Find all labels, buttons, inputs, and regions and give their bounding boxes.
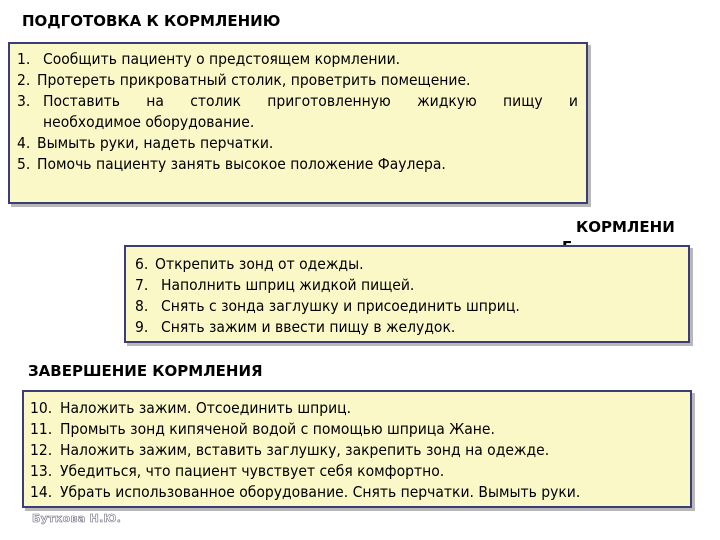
step-number: 10. [30, 399, 53, 417]
step-number: 13. [30, 462, 53, 480]
step-text: Помочь пациенту занять высокое положение Фаулера. [37, 155, 446, 173]
step-number: 1. [17, 50, 31, 68]
step-number: 4. [17, 134, 31, 152]
list-item [30, 482, 682, 503]
list-item [30, 440, 682, 461]
prep-steps-box [8, 42, 588, 204]
list-item [135, 317, 680, 338]
list-item [30, 398, 682, 419]
step-number: 12. [30, 441, 53, 459]
step-number: 11. [30, 420, 53, 438]
step-text: Сообщить пациенту о предстоящем кормлении. [43, 50, 401, 68]
list-item [17, 70, 578, 91]
step-text-continuation: необходимое оборудование. [43, 113, 255, 131]
step-number: 5. [17, 155, 31, 173]
step-text: Наложить зажим. Отсоединить шприц. [60, 399, 352, 417]
list-item [17, 154, 578, 175]
list-item [135, 254, 680, 275]
step-text: Поставить на столик приготовленную жидкую пищу и [43, 92, 578, 110]
step-text: Убрать использованное оборудование. Снять перчатки. Вымыть руки. [60, 483, 581, 501]
author-signature: Буткова Н.Ю. [32, 512, 122, 525]
step-number: 3. [17, 92, 31, 110]
step-text: Снять зажим и ввести пищу в желудок. [161, 318, 456, 336]
prep-steps-list [17, 49, 578, 175]
completion-steps-box [22, 390, 692, 508]
feeding-steps-box [124, 245, 690, 343]
prep-heading: ПОДГОТОВКА К КОРМЛЕНИЮ [22, 12, 281, 30]
list-item [135, 275, 680, 296]
list-item [135, 296, 680, 317]
step-number: 7. [135, 276, 149, 294]
step-text: Наложить зажим, вставить заглушку, закрепить зонд на одежде. [60, 441, 550, 459]
list-item [17, 133, 578, 154]
step-text: Вымыть руки, надеть перчатки. [37, 134, 274, 152]
list-item [30, 419, 682, 440]
list-item [17, 91, 578, 133]
step-number: 14. [30, 483, 53, 501]
step-text: Снять с зонда заглушку и присоединить шприц. [161, 297, 520, 315]
list-item [30, 461, 682, 482]
step-text: Убедиться, что пациент чувствует себя комфортно. [60, 462, 445, 480]
step-number: 2. [17, 71, 31, 89]
list-item [17, 49, 578, 70]
completion-steps-list [30, 398, 682, 503]
step-number: 9. [135, 318, 149, 336]
step-text: Наполнить шприц жидкой пищей. [161, 276, 415, 294]
feeding-steps-list [135, 254, 680, 338]
step-number: 8. [135, 297, 149, 315]
step-text: Промыть зонд кипяченой водой с помощью шприца Жане. [60, 420, 495, 438]
step-number: 6. [135, 255, 149, 273]
completion-heading: ЗАВЕРШЕНИЕ КОРМЛЕНИЯ [28, 362, 263, 380]
step-text: Открепить зонд от одежды. [155, 255, 364, 273]
step-text: Протереть прикроватный столик, проветрить помещение. [37, 71, 471, 89]
feeding-heading: КОРМЛЕНИ [576, 218, 675, 236]
